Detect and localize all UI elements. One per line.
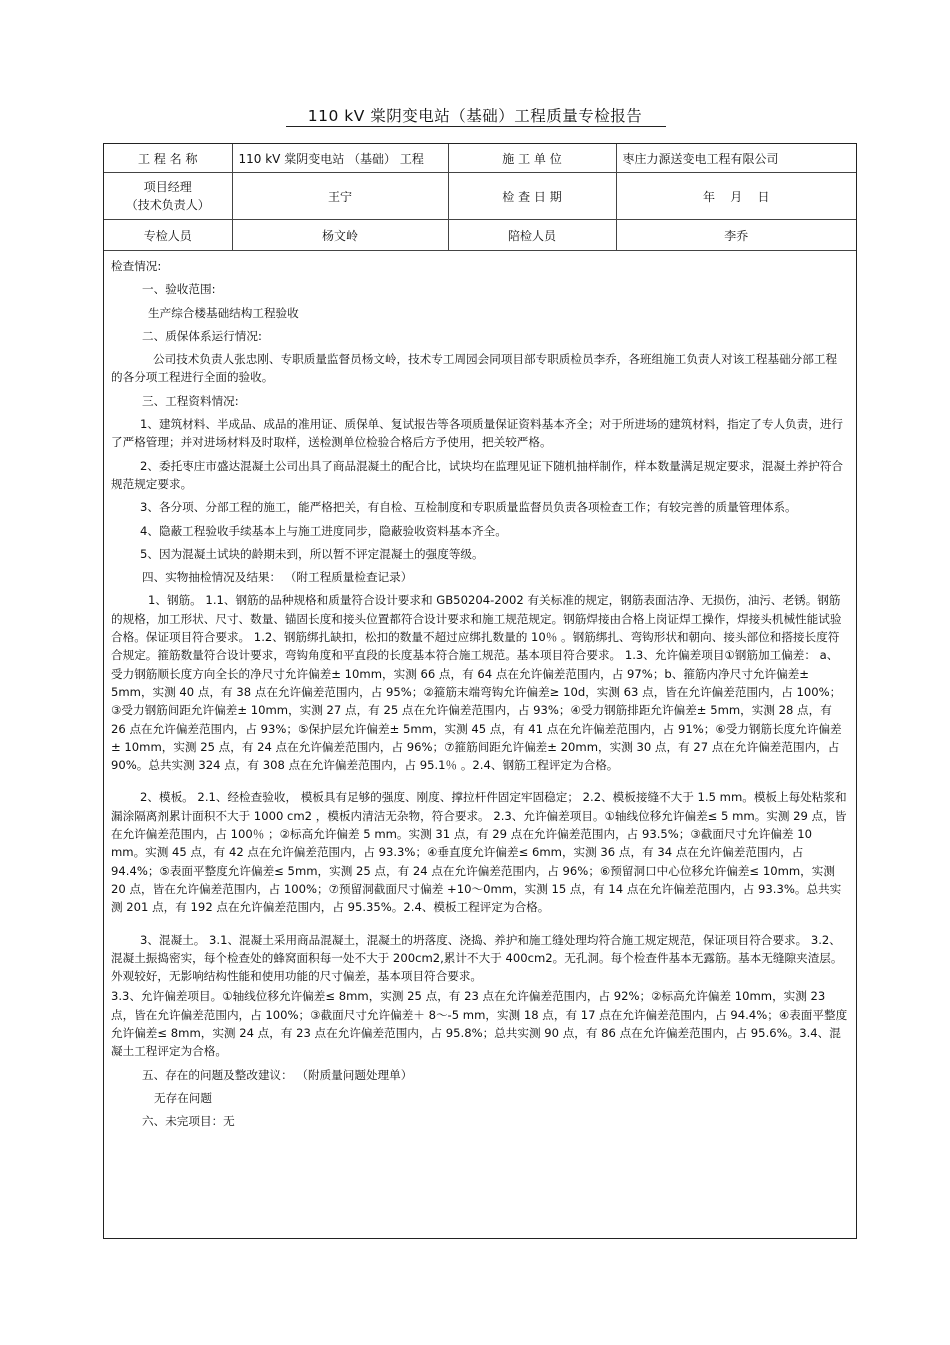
project-name-label: 工 程 名 称 (104, 144, 232, 173)
header-row-manager (104, 173, 856, 220)
documents-item: 1、建筑材料、半成品、成品的准用证、质保单、复试报告等各项质量保证资料基本齐全；对于所进场的建筑材料，指定了专人负责，进行了严格管理；并对进场材料及时取样，送检测单位检验合格后方予使用，把关较严格。 (111, 417, 844, 450)
title-underline (286, 126, 666, 127)
sampling-concrete-deviation: 3.3、允许偏差项目。①轴线位移允许偏差≤ 8mm，实测 25 点，有 23 点在允许偏差范围内，占 92%；②标高允许偏差 10mm，实测 23 点，皆在允许偏差范围内，占 100%；③截面尺寸允许偏差＋ 8～-5 mm，实测 18 点，有 17 点在允许偏差范围内，占 94.4%；④表面平整度允许偏差≤ 8mm，实测 24 点，有 23 点在允许偏差范围内，占 95.8%；总共实测 90 点，有 86 点在允许偏差范围内，占 95.6%。3.4、混凝土工程评定为合格。 (111, 989, 848, 1059)
header-row-project (104, 144, 856, 173)
inspection-date-label: 检 查 日 期 (448, 173, 616, 220)
sampling-formwork: 2、模板。 2.1、经检查验收， 模板具有足够的强度、刚度、撑拉杆件固定牢固稳定； 2.2、模板接缝不大于 1.5 mm。模板上每处粘浆和漏涂隔离剂累计面积不大于 1000 cm2 ，模板内清洁无杂物，符合要求。 2.3、允许偏差项目。①轴线位移允许偏差≤ 5 mm。实测 29 点，皆在允许偏差范围内，占 100％ ；②标高允许偏差 5 mm。实测 31 点，有 29 点在允许偏差范围内，占 93.5%；③截面尺寸允许偏差 10 mm。实测 45 点，有 42 点在允许偏差范围内，占 93.3%；④垂直度允许偏差≤ 6mm，实测 36 点，有 34 点在允许偏差范围内，占 94.4%；⑤表面平整度允许偏差≤ 5mm，实测 25 点，有 24 点在允许偏差范围内，占 96%；⑥预留洞口中心位移允许偏差≤ 10mm，实测 20 点，皆在允许偏差范围内，占 100%；⑦预留洞截面尺寸偏差 +10～0mm，实测 15 点，有 14 点在允许偏差范围内，占 93.3%。总共实测 201 点，有 192 点在允许偏差范围内，占 95.35%。2.4、模板工程评定为合格。 (111, 790, 847, 915)
section-quality-system-title: 二、质保体系运行情况: (142, 328, 262, 343)
sampling-concrete: 3、混凝土。 3.1、混凝土采用商品混凝土，混凝土的坍落度、浇捣、养护和施工缝处理均符合施工规定规范，保证项目符合要求。 3.2、混凝土振捣密实，每个检查处的蜂窝面积每一处不大于 200cm2,累计不大于 400cm2。无孔洞。每个检查件基本无露筋。基本无缝隙夹渣层。外观较好，无影响结构性能和使用功能的尺寸偏差，基本项目符合要求。 (111, 932, 843, 984)
section-documents-title: 三、工程资料情况: (142, 393, 239, 408)
contractor-label: 施 工 单 位 (448, 144, 616, 173)
section-issues-text: 无存在问题 (154, 1090, 212, 1105)
manager-label (104, 173, 232, 220)
section-pending-title: 六、未完项目：无 (142, 1114, 235, 1129)
accompany-label: 陪检人员 (448, 220, 616, 251)
section-sampling-title: 四、实物抽检情况及结果： （附工程质量检查记录） (142, 570, 413, 585)
section-scope-text: 生产综合楼基础结构工程验收 (148, 305, 299, 320)
documents-item: 2、委托枣庄市盛达混凝土公司出具了商品混凝土的配合比，试块均在监理见证下随机抽样制作，样本数量满足规定要求，混凝土养护符合规范规定要求。 (111, 458, 844, 491)
report-title: 110 kV 棠阴变电站（基础）工程质量专检报告 (307, 107, 643, 125)
sampling-rebar: 1、钢筋。 1.1、钢筋的品种规格和质量符合设计要求和 GB50204-2002 有关标准的规定，钢筋表面洁净、无损伤，油污、老锈。钢筋的规格，加工形状、尺寸、数量、锚固长度和接头位置都符合设计要求和施工规范规定。钢筋焊接由合格上岗证焊工操作，焊接头机械性能试验合格。保证项目符合要求。 1.2、钢筋绑扎缺扣，松扣的数量不超过应绑扎数量的 10％ 。钢筋绑扎、弯钩形状和朝向、接头部位和搭接长度符合规定。箍筋数量符合设计要求，弯钩角度和平直段的长度基本符合施工规范。基本项目符合要求。 1.3、允许偏差项目①钢筋加工偏差： a、受力钢筋顺长度方向全长的净尺寸允许偏差± 10mm，实测 66 点，有 64 点在允许偏差范围内，占 97%；b、箍筋内净尺寸允许偏差± 5mm，实测 40 点，有 38 点在允许偏差范围内，占 95%；②箍筋末端弯钩允许偏差≥ 10d，实测 63 点，皆在允许偏差范围内，占 100%；③受力钢筋间距允许偏差± 10mm，实测 27 点，有 25 点在允许偏差范围内，占 93%；④受力钢筋排距允许偏差± 5mm，实测 28 点，有 26 点在允许偏差范围内，占 93%；⑤保护层允许偏差± 5mm，实测 45 点，有 41 点在允许偏差范围内，占 91%；⑥受力钢筋长度允许偏差± 10mm，实测 25 点，有 24 点在允许偏差范围内，占 96%；⑦箍筋间距允许偏差± 20mm，实测 30 点，有 27 点在允许偏差范围内，占 90%。总共实测 324 点，有 308 点在允许偏差范围内，占 95.1％ 。2.4、钢筋工程评定为合格。 (111, 593, 842, 773)
inspector-label: 专检人员 (104, 220, 232, 251)
inspector-value: 杨文岭 (232, 220, 448, 251)
inspection-heading: 检查情况: (111, 259, 162, 273)
contractor-value: 枣庄力源送变电工程有限公司 (616, 144, 856, 173)
inspection-date-value: 年 月 日 (616, 173, 856, 220)
manager-value: 王宁 (232, 173, 448, 220)
section-issues-title: 五、存在的问题及整改建议： （附质量问题处理单） (142, 1067, 413, 1082)
project-name-value: 110 kV 棠阴变电站 （基础） 工程 (232, 144, 448, 173)
manager-label-line2: （技术负责人） (125, 198, 210, 212)
accompany-value: 李乔 (616, 220, 856, 251)
inspection-body (104, 251, 856, 1130)
documents-item: 5、因为混凝土试块的龄期未到，所以暂不评定混凝土的强度等级。 (140, 546, 484, 561)
section-scope-title: 一、验收范围: (142, 282, 216, 297)
header-table (104, 144, 856, 251)
documents-item: 4、隐蔽工程验收手续基本上与施工进度同步，隐蔽验收资料基本齐全。 (140, 523, 507, 538)
section-quality-system-text: 公司技术负责人张忠刚、专职质量监督员杨文岭，技术专工周园会同项目部专职质检员李乔，各班组施工负责人对该工程基础分部工程的各分项工程进行全面的验收。 (111, 352, 838, 385)
manager-label-line1: 项目经理 (143, 180, 192, 194)
header-row-inspector (104, 220, 856, 251)
report-frame (103, 143, 857, 1239)
documents-item: 3、各分项、分部工程的施工，能严格把关，有自检、互检制度和专职质量监督员负责各项检查工作；有较完善的质量管理体系。 (140, 500, 797, 515)
